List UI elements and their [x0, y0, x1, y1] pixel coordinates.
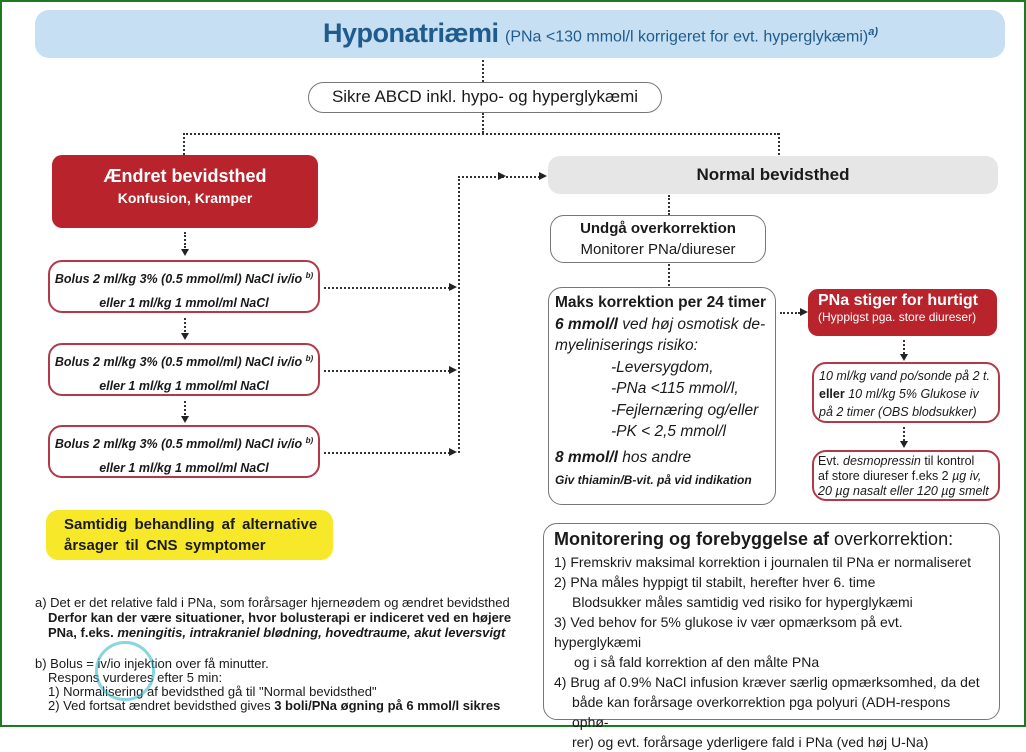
monitoring-item: 3) Ved behov for 5% glukose iv vær opmærksom på evt. hyperglykæmi — [554, 614, 903, 650]
arrow-down-icon — [181, 333, 189, 340]
text: desmopressin — [843, 454, 921, 468]
text: af store diureser f.eks 2 — [818, 469, 953, 483]
arrow-right-icon — [498, 172, 506, 180]
bolus-line1: Bolus 2 ml/kg 3% (0.5 mmol/ml) NaCl iv/io — [54, 272, 303, 287]
bolus-line2: eller 1 ml/kg 1 mmol/ml NaCl — [99, 296, 269, 311]
text: 1) Normalisering af bevidsthed gå til "Normal bevidsthed" — [48, 684, 377, 699]
monitoring-item: både kan forårsage overkorrektion pga polyuri (ADH-respons ophø- — [572, 694, 951, 730]
limit-8: 8 mmol/l — [555, 448, 618, 466]
arrow-right-icon — [800, 308, 808, 316]
text: a) Det er det relative fald i PNa, som forårsager hjerneødem og ændret bevidsthed — [35, 595, 510, 610]
risk-item: -Fejlernæring og/eller — [611, 401, 759, 419]
altered-consciousness-box — [52, 155, 318, 228]
avoid-overcorrection-subtitle: Monitorer PNa/diureser — [580, 241, 736, 258]
arrow-down-icon — [900, 441, 908, 448]
cns-treatment-text: Samtidig behandling af alternative årsager til CNS symptomer — [64, 516, 318, 554]
bolus-box-2 — [48, 343, 320, 396]
connector — [903, 427, 905, 441]
text: 2) Ved fortsat ændret bevidsthed gives — [48, 698, 275, 713]
monitoring-item: 1) Fremskriv maksimal korrektion i journalen til PNa er normaliseret — [554, 554, 972, 570]
limit-6: 6 mmol/l — [555, 315, 618, 333]
text: 3 boli/PNa øgning på 6 mmol/l sikres — [274, 698, 501, 713]
arrow-right-icon — [449, 448, 457, 456]
text: Respons vurderes efter 5 min: — [48, 670, 223, 685]
footnote-ref: b) — [305, 436, 314, 445]
connector — [482, 113, 484, 133]
text: hos andre — [617, 448, 692, 466]
abcd-box — [308, 82, 662, 113]
connector — [324, 287, 450, 289]
monitoring-item: 4) Brug af 0.9% NaCl infusion kræver særlig opmærksomhed, da det — [554, 674, 980, 690]
text: til kontrol — [920, 454, 975, 468]
monitoring-box — [543, 523, 1000, 750]
connector — [780, 312, 800, 314]
pna-rising-fast-title: PNa stiger for hurtigt — [818, 292, 979, 309]
max-correction-box — [548, 287, 776, 505]
text: Derfor kan der være situationer, hvor bolusterapi er indiceret ved en højere — [48, 610, 512, 625]
connector — [482, 60, 484, 82]
title-banner — [35, 10, 1005, 58]
monitoring-item: rer) og evt. forårsage yderligere fald i PNa (ved høj U-Na) — [572, 734, 929, 750]
text: 10 ml/kg vand po/sonde på 2 t. — [819, 369, 990, 383]
text: meningitis, intrakraniel blødning, hovedtraume, akut leversvigt — [117, 625, 506, 640]
abcd-text: Sikre ABCD inkl. hypo- og hyperglykæmi — [331, 87, 639, 106]
monitoring-item: 2) PNa måles hyppigt til stabilt, herefter hver 6. time — [554, 574, 876, 590]
avoid-overcorrection-box — [550, 215, 766, 263]
bolus-box-1 — [48, 260, 320, 313]
connector — [903, 340, 905, 354]
thiamine-note: Giv thiamin/B-vit. på vid indikation — [555, 473, 752, 487]
connector — [184, 232, 186, 248]
text: 10 ml/kg 5% Glukose iv — [844, 387, 979, 401]
connector — [324, 452, 450, 454]
arrow-down-icon — [181, 249, 189, 256]
footnote-ref: b) — [305, 271, 314, 280]
bolus-line2: eller 1 ml/kg 1 mmol/ml NaCl — [99, 379, 269, 394]
text: 20 µg nasalt eller 120 µg smelt — [818, 484, 989, 498]
connector — [184, 401, 186, 415]
watermark-logo-icon — [95, 641, 155, 701]
cns-treatment-box — [46, 510, 333, 560]
text: på 2 timer (OBS blodsukker) — [819, 405, 977, 419]
connector — [183, 133, 779, 135]
text: Evt. — [818, 454, 844, 468]
arrow-down-icon — [181, 416, 189, 423]
text: myeliniserings risiko: — [555, 337, 698, 354]
text: µg iv, — [952, 469, 982, 483]
arrow-right-icon — [539, 172, 547, 180]
desmopressin-box — [812, 450, 1000, 501]
monitoring-item: og i så fald korrektion af den målte PNa — [574, 654, 820, 670]
text: b) Bolus = iv/io injektion over få minutter. — [35, 656, 269, 671]
connector — [183, 133, 185, 155]
arrow-right-icon — [449, 283, 457, 291]
footnote-ref: a) — [868, 26, 879, 38]
monitoring-title-rest: overkorrektion: — [829, 529, 954, 549]
arrow-right-icon — [449, 366, 457, 374]
bolus-box-3 — [48, 425, 320, 478]
subtitle-text: (PNa <130 mmol/l korrigeret for evt. hyperglykæmi) — [505, 28, 869, 46]
risk-item: -PK < 2,5 mmol/l — [611, 423, 726, 440]
water-glucose-box — [812, 362, 1000, 423]
connector — [324, 370, 450, 372]
connector — [458, 176, 460, 453]
monitoring-title: Monitorering og forebyggelse af — [554, 529, 830, 549]
bolus-line1: Bolus 2 ml/kg 3% (0.5 mmol/ml) NaCl iv/io — [54, 437, 303, 452]
footnote-ref: b) — [305, 354, 314, 363]
footnote-a — [35, 595, 535, 640]
max-correction-title: Maks korrektion per 24 timer — [555, 294, 767, 311]
pna-rising-fast-box — [808, 289, 997, 336]
monitoring-item: Blodsukker måles samtidig ved risiko for hyperglykæmi — [572, 594, 913, 610]
normal-consciousness-title: Normal bevidsthed — [696, 165, 850, 184]
page-subtitle — [505, 26, 878, 46]
connector — [184, 318, 186, 332]
text: PNa, f.eks. — [48, 625, 118, 640]
altered-consciousness-title: Ændret bevidsthed — [103, 166, 267, 186]
page-title: Hyponatriæmi — [323, 18, 499, 48]
risk-item: -PNa <115 mmol/l, — [611, 380, 739, 397]
avoid-overcorrection-title: Undgå overkorrektion — [580, 220, 736, 237]
normal-consciousness-box — [548, 156, 998, 194]
text: eller — [819, 387, 845, 401]
text: ved høj osmotisk de- — [617, 315, 766, 333]
bolus-line1: Bolus 2 ml/kg 3% (0.5 mmol/ml) NaCl iv/io — [54, 355, 303, 370]
arrow-down-icon — [900, 354, 908, 361]
connector — [668, 195, 670, 215]
altered-consciousness-subtitle: Konfusion, Kramper — [117, 190, 253, 206]
connector — [778, 133, 780, 155]
risk-item: -Leversygdom, — [611, 358, 714, 376]
bolus-line2: eller 1 ml/kg 1 mmol/ml NaCl — [99, 461, 269, 476]
connector — [668, 264, 670, 286]
pna-rising-fast-subtitle: (Hyppigst pga. store diureser) — [818, 310, 977, 324]
